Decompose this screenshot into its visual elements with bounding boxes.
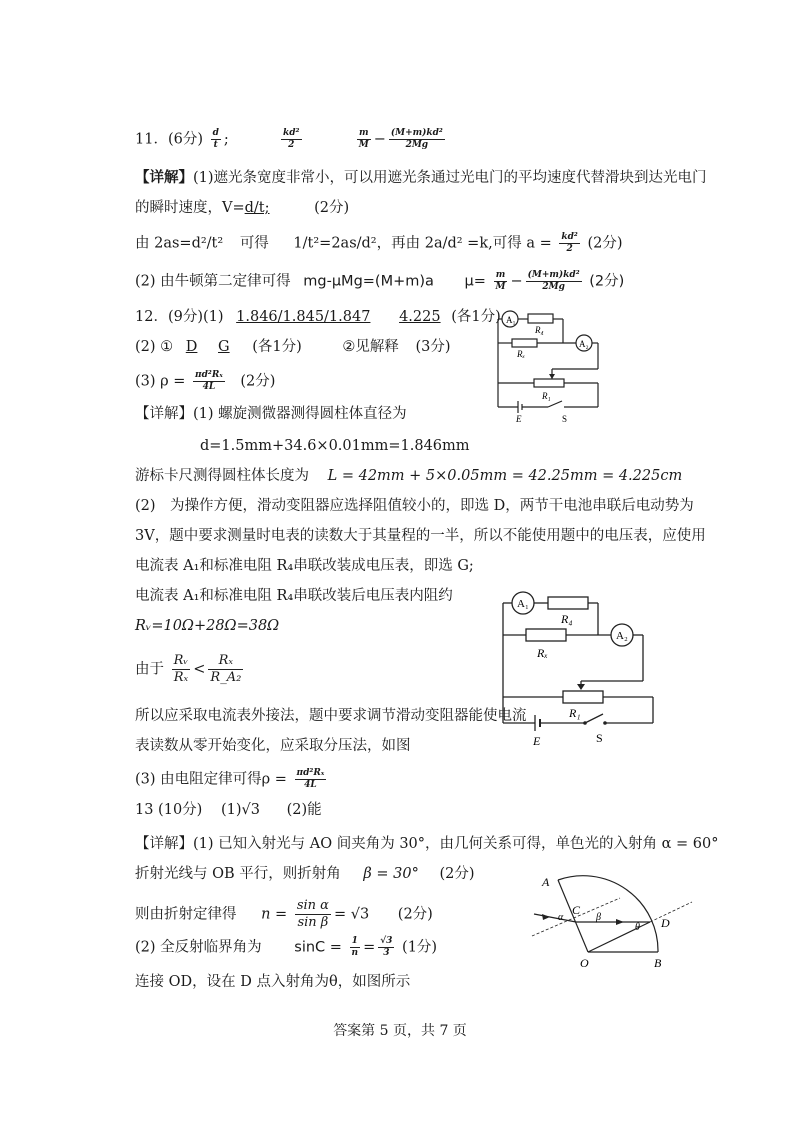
incident-ray	[534, 914, 576, 922]
q11-d4-text: (2) 由牛顿第二定律可得	[135, 273, 291, 290]
q12-p3-line	[135, 768, 329, 791]
q11-d4-mu: μ=	[464, 273, 486, 290]
q12-p3-text: (3) 由电阻定律可得ρ =	[135, 771, 287, 788]
label-a2-small: A₂	[579, 339, 589, 349]
rheostat-r1-small	[534, 379, 564, 387]
large-circuit-diagram	[493, 585, 673, 750]
q11-d4-equation: mg-μMg=(M+m)a	[303, 273, 434, 290]
q12-p2-line5: 所以应采取电流表外接法，题中要求调节滑动变阻器能使电流	[135, 708, 527, 724]
q11-detail-3	[135, 232, 623, 255]
q13-sqrt3-over-3: $\frac{√3}{3}$	[380, 936, 393, 958]
q12-l3-score: (2分)	[240, 373, 276, 390]
q13-detail-1: 【详解】(1) 已知入射光与 AO 间夹角为 30°，由几何关系可得，单色光的入射角 α = 60°	[135, 836, 719, 852]
q13-detail-3	[135, 898, 433, 931]
q12-rho-fraction: $\frac{\text{πd²Rₓ}}{4L}$	[195, 370, 223, 392]
q11-detail-label: 【详解】	[135, 169, 193, 186]
q13-detail-4	[135, 936, 437, 959]
q13-answer-1: (1)√3	[220, 802, 260, 818]
q11-detail-1	[135, 168, 707, 188]
label-s-small: S	[562, 414, 568, 424]
label-e-large: E	[533, 734, 541, 748]
label-rx-small: Rₓ	[517, 349, 526, 359]
q11-d4-fraction-mu: $\frac{\text{(M+m)kd²}}{2Mg}$	[527, 270, 580, 292]
line-od	[588, 922, 650, 952]
switch-small	[548, 401, 562, 407]
q11-velocity-answer: d/t;	[244, 200, 270, 216]
q12-p2-line6: 表读数从零开始变化，应采取分压法，如图	[135, 738, 411, 754]
label-theta: θ	[635, 922, 640, 933]
label-beta: β	[596, 912, 601, 923]
q13-beta: β = 30°	[363, 866, 419, 882]
q13-sin-fraction: $\frac{\text{sin α}}{\text{sin β}}$	[296, 898, 329, 930]
label-A: A	[542, 875, 550, 889]
q11-d4-score: (2分)	[589, 273, 625, 290]
q12-l2-score: (各1分)	[252, 339, 302, 355]
q11-d2-score: (2分)	[314, 200, 350, 216]
q13-d4-score: (1分)	[402, 939, 438, 956]
q12-length-line	[135, 466, 682, 486]
q11-d3-derivation: 1/t²=2as/d²，再由 2a/d² =k,可得 a =	[293, 235, 552, 252]
label-s-large: S	[596, 731, 603, 745]
q13-head: 13 (10分)	[135, 802, 203, 818]
q13-d4-text: (2) 全反射临界角为	[135, 939, 262, 956]
label-r1-small: R₁	[542, 391, 551, 401]
label-alpha: α	[558, 912, 564, 923]
resistor-rx-large	[526, 629, 566, 641]
q11-fraction-d-over-t: $\frac{d}{t}$	[212, 128, 219, 150]
q12-detail-1	[135, 404, 407, 424]
q11-answer-line	[135, 128, 448, 151]
q11-detail-text: (1)遮光条宽度非常小，可以用遮光条通过光电门的平均速度代替滑块到达光电门	[193, 170, 707, 186]
q12-inequality	[135, 653, 246, 686]
q12-choice-g: G	[218, 339, 230, 355]
label-a1-large: A₁	[517, 598, 529, 610]
q11-fraction-kd2-over-2: $\frac{\text{kd²}}{2}$	[283, 128, 300, 150]
label-B: B	[654, 956, 662, 970]
q13-d2-score: (2分)	[439, 866, 475, 882]
q11-head: 11．(6分)	[135, 131, 203, 148]
q11-fraction-m-over-M: $\frac{m}{M}$	[358, 128, 369, 150]
q12-diameter-answer: 1.846/1.845/1.847	[236, 309, 371, 325]
q12-ineq-left: $\frac{\text{Rᵥ}}{\text{Rₓ}}$	[173, 653, 189, 685]
q11-d3-eq: 由 2as=d²/t²	[135, 235, 224, 252]
q12-l2-head: (2) ①	[135, 339, 174, 355]
q12-head: 12．(9分)(1)	[135, 309, 224, 325]
q13-detail-5: 连接 OD，设在 D 点入射角为θ，如图所示	[135, 974, 411, 990]
q12-p2-line3: 电流表 A₁和标准电阻 R₄串联改装成电压表，即选 G;	[135, 558, 474, 574]
q12-less-than: <	[193, 661, 206, 678]
resistor-r4-large	[548, 597, 588, 609]
label-a1-small: A₁	[506, 315, 516, 325]
q13-answer-2: (2)能	[286, 802, 322, 818]
q11-d3-score: (2分)	[587, 235, 623, 252]
label-D: D	[661, 916, 670, 930]
q12-length-eq: L = 42mm + 5×0.05mm = 42.25mm = 4.225cm	[327, 468, 683, 484]
normal-d	[650, 902, 692, 922]
q13-n-eq: n =	[261, 906, 288, 923]
q11-minus: −	[373, 131, 386, 148]
q12-p2-line4: 电流表 A₁和标准电阻 R₄串联改装后电压表内阻约	[135, 588, 453, 604]
q12-detail-text: 【详解】(1) 螺旋测微器测得圆柱体直径为	[135, 406, 407, 422]
q13-eq: =	[363, 939, 376, 956]
label-rx-large: Rₓ	[537, 646, 548, 660]
q11-d4-fraction-m: $\frac{m}{M}$	[495, 270, 506, 292]
q12-p2-line2: 3V，题中要求测量时电表的读数大于其量程的一半，所以不能使用题中的电压表，应使用	[135, 528, 706, 544]
q11-d3-fraction: $\frac{\text{kd²}}{2}$	[561, 232, 578, 254]
q12-since: 由于	[135, 661, 164, 678]
q12-vernier-text: 游标卡尺测得圆柱体长度为	[135, 468, 309, 484]
label-r1-large: R₁	[569, 706, 581, 720]
q12-answer-3	[135, 370, 275, 393]
q12-l2e-score: (3分)	[415, 339, 451, 355]
q13-sinc: sinC =	[294, 939, 342, 956]
rheostat-r1-large	[563, 691, 603, 703]
q12-rho: (3) ρ =	[135, 373, 186, 390]
q12-choice-d: D	[185, 339, 198, 355]
label-r4-small: R₄	[535, 325, 544, 335]
q13-d3-text: 则由折射定律得	[135, 906, 237, 923]
q11-d2-text: 的瞬时速度，V=	[135, 200, 245, 216]
q11-fraction-mu: $\frac{\text{(M+m)kd²}}{2Mg}$	[390, 128, 443, 150]
optics-diagram	[520, 870, 705, 970]
q12-l1-score: (各1分)	[451, 309, 501, 325]
q11-detail-4	[135, 270, 624, 293]
q11-d4-minus: −	[510, 273, 523, 290]
q11-d3-can: 可得	[239, 235, 269, 252]
q13-one-over-n: $\frac{1}{n}$	[351, 936, 359, 958]
q13-d3-score: (2分)	[397, 906, 433, 923]
label-O: O	[580, 956, 589, 970]
q12-length-answer: 4.225	[399, 309, 441, 325]
page-footer: 答案第 5 页，共 7 页	[333, 1023, 467, 1039]
q13-answer	[135, 800, 322, 820]
q13-detail-2	[135, 864, 474, 884]
switch-large	[585, 714, 603, 723]
label-a2-large: A₂	[616, 630, 628, 642]
resistor-rx-small	[512, 339, 537, 347]
small-circuit-diagram	[490, 305, 615, 425]
q11-detail-2	[135, 198, 349, 218]
q12-answer-2	[135, 337, 451, 357]
q13-sqrt3: = √3	[333, 906, 370, 923]
q12-rv-eq: Rᵥ=10Ω+28Ω=38Ω	[135, 618, 280, 634]
q12-answer-1	[135, 307, 501, 327]
q12-diameter-eq: d=1.5mm+34.6×0.01mm=1.846mm	[200, 438, 470, 454]
label-C: C	[572, 903, 581, 917]
label-e-small: E	[516, 414, 522, 424]
q12-p3-fraction: $\frac{\text{πd²Rₓ}}{4L}$	[296, 768, 325, 790]
q12-see-explanation: ②见解释	[342, 339, 399, 355]
resistor-r4-small	[528, 314, 553, 323]
q12-ineq-right: $\frac{\text{Rₓ}}{\text{R\_A₂}}$	[210, 653, 242, 685]
q12-p2-line1: (2) 为操作方便，滑动变阻器应选择阻值较小的，即选 D，两节干电池串联后电动势为	[135, 498, 694, 514]
label-r4-large: R₄	[561, 612, 573, 626]
q13-d2-text: 折射光线与 OB 平行，则折射角	[135, 866, 341, 882]
q11-semicolon: ;	[223, 131, 229, 148]
